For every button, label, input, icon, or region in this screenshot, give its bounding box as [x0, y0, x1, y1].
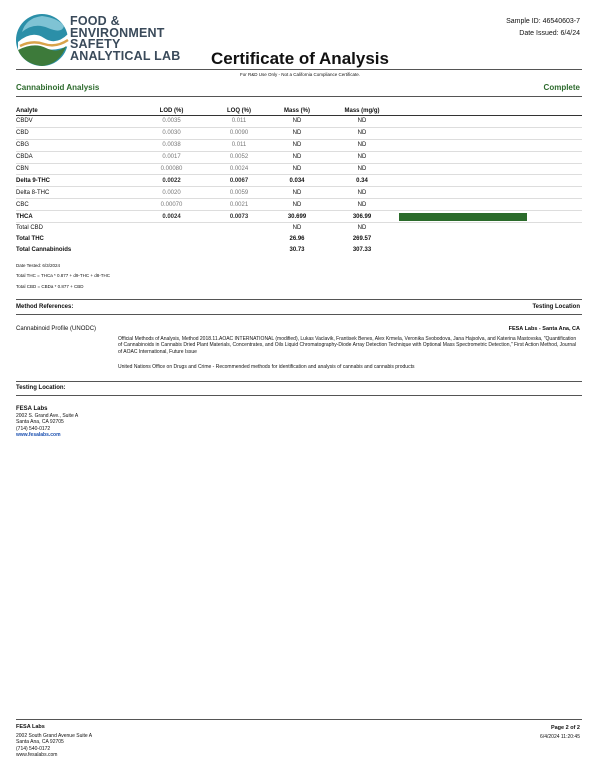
loq-cell: 0.0021	[209, 199, 269, 211]
mass-pct-cell: 0.034	[269, 175, 325, 187]
table-row	[16, 175, 582, 187]
testing-location-column-header: Testing Location	[532, 304, 580, 310]
lod-cell: 0.0030	[134, 127, 209, 139]
section-title: Cannabinoid Analysis	[16, 83, 100, 92]
mass-pct-cell: ND	[269, 139, 325, 151]
divider	[16, 299, 582, 300]
column-header: Analyte	[16, 106, 134, 116]
footer-lab-name: FESA Labs	[16, 724, 45, 730]
lod-cell: 0.0024	[134, 211, 209, 223]
analyte-cell: CBDA	[16, 151, 134, 163]
lod-cell: 0.0035	[134, 116, 209, 128]
mass-pct-cell: ND	[269, 187, 325, 199]
table-row	[16, 187, 582, 199]
method-references-header: Method References:	[16, 304, 74, 310]
footer-timestamp: 6/4/2024 11:20:45	[540, 733, 580, 740]
analyte-cell: Delta 8-THC	[16, 187, 134, 199]
column-header-empty	[399, 106, 582, 116]
empty-cell	[134, 234, 209, 245]
method-profile: Cannabinoid Profile (UNODC)	[16, 326, 97, 332]
lab-name-line: ANALYTICAL LAB	[70, 48, 181, 63]
footer-page-info	[540, 724, 580, 741]
column-header: Mass (mg/g)	[325, 106, 399, 116]
mass-mg-cell: 269.57	[352, 236, 372, 243]
lab-name-line: FOOD &	[70, 14, 120, 28]
mass-pct-cell: ND	[269, 163, 325, 175]
analyte-cell: CBN	[16, 163, 134, 175]
mass-mg-cell: ND	[325, 151, 399, 163]
bar-cell	[399, 139, 582, 151]
bar-cell	[399, 116, 582, 128]
mass-mg-cell: ND	[325, 163, 399, 175]
mass-mg-cell: ND	[357, 225, 367, 232]
sample-info	[506, 16, 580, 40]
empty-cell	[399, 234, 582, 245]
loq-cell: 0.0067	[209, 175, 269, 187]
mass-pct-cell: ND	[269, 127, 325, 139]
mass-pct-cell: 30.699	[269, 211, 325, 223]
bar-cell	[399, 199, 582, 211]
footer-address	[16, 724, 92, 759]
loq-cell: 0.011	[209, 139, 269, 151]
divider	[16, 395, 582, 396]
location-website-link[interactable]: www.fesalabs.com	[16, 432, 61, 439]
lab-name-line: SAFETY	[70, 37, 121, 51]
location-phone: (714) 540-0172	[16, 425, 51, 432]
testing-location-address	[16, 406, 78, 439]
total-row	[16, 234, 582, 245]
analyte-cell: THCA	[16, 211, 134, 223]
lod-cell: 0.0022	[134, 175, 209, 187]
table-row	[16, 199, 582, 211]
mass-mg-cell: 307.33	[352, 247, 372, 254]
analyte-cell: Delta 9-THC	[16, 175, 134, 187]
page-title: Certificate of Analysis	[211, 49, 389, 68]
date-tested: Date Tested: 6/3/2024	[16, 263, 60, 268]
total-row	[16, 223, 582, 234]
table-header-row	[16, 106, 582, 116]
footer-phone: (714) 540-0172	[16, 745, 51, 752]
empty-cell	[134, 245, 209, 256]
location-address-line: 2002 S. Grand Ave., Suite A	[16, 412, 79, 419]
loq-cell: 0.0059	[209, 187, 269, 199]
lod-cell: 0.0038	[134, 139, 209, 151]
empty-cell	[399, 223, 582, 234]
total-row	[16, 245, 582, 256]
table-row	[16, 116, 582, 128]
location-name: FESA Labs	[16, 406, 48, 412]
date-issued: Date Issued: 6/4/24	[519, 30, 580, 37]
table-row	[16, 139, 582, 151]
divider	[16, 314, 582, 315]
lod-cell: 0.00080	[134, 163, 209, 175]
divider	[16, 96, 582, 97]
column-header: LOD (%)	[134, 106, 209, 116]
sample-id: Sample ID: 46540603-7	[506, 18, 580, 25]
loq-cell: 0.0052	[209, 151, 269, 163]
loq-cell: 0.0073	[209, 211, 269, 223]
bar-cell	[399, 211, 582, 223]
column-header: LOQ (%)	[209, 106, 269, 116]
cannabinoid-table	[16, 106, 582, 256]
mass-pct-cell: 26.96	[289, 236, 305, 243]
bar-cell	[399, 151, 582, 163]
mass-mg-cell: ND	[325, 116, 399, 128]
loq-cell: 0.0090	[209, 127, 269, 139]
footer-website-link[interactable]: www.fesalabs.com	[16, 752, 58, 759]
mass-mg-cell: ND	[325, 139, 399, 151]
mass-mg-cell: ND	[325, 127, 399, 139]
page-subtitle: For R&D Use Only - Not a California Compliance Certificate.	[239, 72, 361, 77]
footer-address-line: 2002 South Grand Avenue Suite A	[16, 732, 93, 739]
loq-cell: 0.0024	[209, 163, 269, 175]
lod-cell: 0.0020	[134, 187, 209, 199]
bar-cell	[399, 187, 582, 199]
analyte-cell: CBD	[16, 127, 134, 139]
mass-mg-cell: 0.34	[325, 175, 399, 187]
footer-address-line: Santa Ana, CA 92705	[16, 739, 64, 746]
formula-total-cbd: Total CBD = CBDa * 0.877 + CBD	[16, 284, 84, 289]
lod-cell: 0.0017	[134, 151, 209, 163]
concentration-bar	[399, 213, 527, 221]
method-reference-unodc: United Nations Office on Drugs and Crime - Recommended methods for identification and analysis of cannabis and cannabis products	[118, 364, 415, 370]
formula-total-thc: Total THC = THCa * 0.877 + d9-THC + d8-THC	[16, 273, 110, 278]
status-badge: Complete	[543, 83, 580, 92]
mass-pct-cell: ND	[269, 199, 325, 211]
method-location: FESA Labs - Santa Ana, CA	[508, 326, 580, 332]
empty-cell	[209, 234, 269, 245]
table-row	[16, 151, 582, 163]
table-row	[16, 211, 582, 223]
empty-cell	[209, 223, 269, 234]
lod-cell: 0.00070	[134, 199, 209, 211]
mass-mg-cell: ND	[325, 199, 399, 211]
method-reference-aoac: Official Methods of Analysis, Method 2018.11.AOAC INTERNATIONAL (modified), Lukas Vaclavik, Frantisek Benes, Alex Krmela, Veronika Svobodova, Jana Hajsolva, and Katerina Mastovska, "Quantification of Cannabinoids in Cannabis Dried Plant Materials, Concentrates, and Oils Liquid Chromatography-Diode Array Detection Technique with Optional Mass Spectrometric Detection," First Action Method, Journal of AOAC International, Future Issue	[118, 336, 577, 355]
mass-mg-cell: ND	[325, 187, 399, 199]
analyte-cell: Total Cannabinoids	[16, 247, 72, 254]
page-number: Page 2 of 2	[550, 725, 580, 731]
table-row	[16, 127, 582, 139]
mass-pct-cell: 30.73	[289, 247, 305, 254]
analyte-cell: CBG	[16, 139, 134, 151]
mass-pct-cell: ND	[269, 151, 325, 163]
bar-cell	[399, 175, 582, 187]
divider	[16, 719, 582, 720]
location-address-line: Santa Ana, CA 92705	[16, 419, 64, 426]
lab-name-line: ENVIRONMENT	[70, 25, 165, 40]
mass-pct-cell: ND	[269, 116, 325, 128]
loq-cell: 0.011	[209, 116, 269, 128]
analyte-cell: Total CBD	[16, 225, 44, 232]
bar-cell	[399, 127, 582, 139]
empty-cell	[399, 245, 582, 256]
testing-location-header: Testing Location:	[16, 385, 66, 391]
table-row	[16, 163, 582, 175]
bar-cell	[399, 163, 582, 175]
mass-mg-cell: 306.99	[325, 211, 399, 223]
analyte-cell: Total THC	[16, 236, 44, 243]
divider	[16, 381, 582, 382]
mass-pct-cell: ND	[292, 225, 302, 232]
empty-cell	[209, 245, 269, 256]
analyte-cell: CBC	[16, 199, 134, 211]
divider	[16, 69, 582, 70]
column-header: Mass (%)	[269, 106, 325, 116]
analyte-cell: CBDV	[16, 116, 134, 128]
empty-cell	[134, 223, 209, 234]
